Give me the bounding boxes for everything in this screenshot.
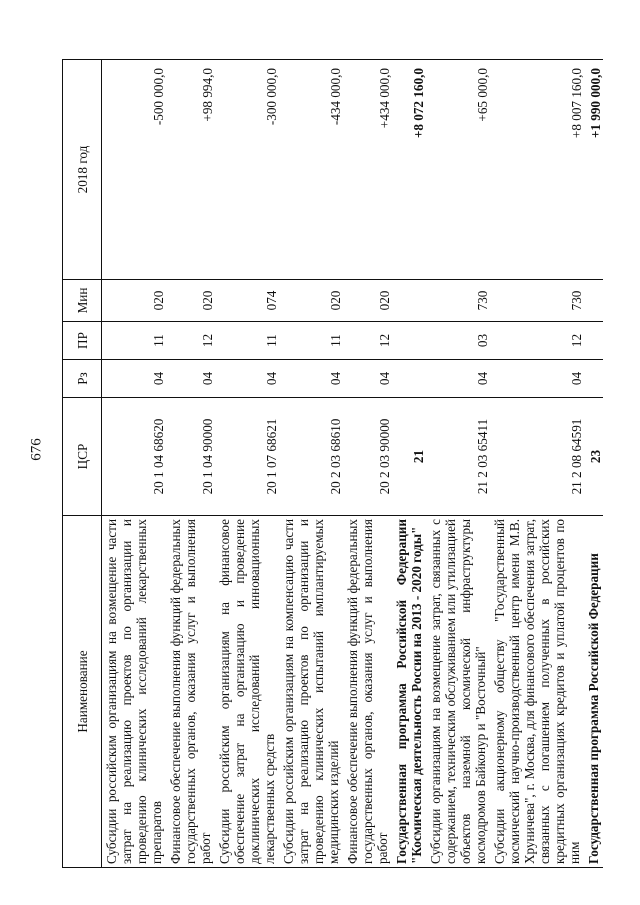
row-name: Государственная программа Российской Федерации "Космическая деятельность России на 2013 - 2020 годы" [392,516,426,868]
row-pr: 11 [102,322,167,360]
row-name: Финансовое обеспечение выполнения функций федеральных государственных органов, оказания услуг и выполнения работ [343,516,392,868]
table-row [584,60,603,868]
row-sum: -300 000,0 [215,60,279,280]
row-pr: 12 [166,322,215,360]
header-name: Наименование [63,516,102,868]
page-number: 676 [28,438,45,461]
row-pr: 03 [426,322,490,360]
row-name: Субсидии российским организациям на компенсацию части затрат на реализацию проектов по организации и проведению клинических испытаний имплантируемых медицинских изделий [279,516,343,868]
row-sum: +65 000,0 [426,60,490,280]
row-name: Субсидии организациям на возмещение затрат, связанных с содержанием, техническим обслуживанием или утилизацией объектов наземной космической инфраструктуры космодромов Байконур и "Восточный" [426,516,490,868]
row-rz: 04 [279,360,343,398]
row-min: 020 [166,280,215,322]
row-pr [392,322,426,360]
row-rz: 04 [490,360,584,398]
row-csr: 21 2 08 64591 [490,398,584,516]
row-min: 074 [215,280,279,322]
row-sum: -434 000,0 [279,60,343,280]
row-csr: 20 2 03 68610 [279,398,343,516]
row-sum: +1 990 000,0 [584,60,603,280]
table-row [166,60,215,868]
header-year: 2018 год [63,60,102,280]
row-min [392,280,426,322]
table-row [215,60,279,868]
row-rz [584,360,603,398]
row-pr: 11 [279,322,343,360]
header-csr: ЦСР [63,398,102,516]
row-sum: +8 072 160,0 [392,60,426,280]
table-row [426,60,490,868]
table-row [279,60,343,868]
budget-table [62,59,603,868]
row-sum: +98 994,0 [166,60,215,280]
row-min: 730 [490,280,584,322]
row-pr: 12 [343,322,392,360]
table-row [490,60,584,868]
row-csr: 23 [584,398,603,516]
row-min: 020 [343,280,392,322]
row-name: Субсидии акционерному обществу "Государственный космический научно-производственный центр имени М.В. Хруничева", г. Москва, для финансового обеспечения затрат, связанных с погашением полученных в российских кредитных организациях кредитов и уплатой процентов по ним [490,516,584,868]
row-rz: 04 [343,360,392,398]
row-name: Субсидии российским организациям на возмещение части затрат на реализацию проектов по организации и проведению клинических исследований лекарственных препаратов [102,516,167,868]
row-rz: 04 [426,360,490,398]
row-sum: +434 000,0 [343,60,392,280]
row-pr: 11 [215,322,279,360]
row-rz [392,360,426,398]
row-rz: 04 [102,360,167,398]
row-csr: 20 1 04 90000 [166,398,215,516]
header-min: Мин [63,280,102,322]
row-sum: -500 000,0 [102,60,167,280]
row-name: Государственная программа Российской Федерации [584,516,603,868]
row-csr: 21 2 03 65411 [426,398,490,516]
table-body [102,60,604,868]
row-sum: +8 007 160,0 [490,60,584,280]
row-min: 730 [426,280,490,322]
row-pr [584,322,603,360]
table-row [102,60,167,868]
table-row [343,60,392,868]
row-rz: 04 [166,360,215,398]
row-min: 020 [279,280,343,322]
row-rz: 04 [215,360,279,398]
table-header-row [63,60,102,868]
row-min: 020 [102,280,167,322]
row-name: Финансовое обеспечение выполнения функций федеральных государственных органов, оказания услуг и выполнения работ [166,516,215,868]
table-row [392,60,426,868]
row-min [584,280,603,322]
row-csr: 20 2 03 90000 [343,398,392,516]
header-pr: ПР [63,322,102,360]
row-csr: 20 1 07 68621 [215,398,279,516]
row-pr: 12 [490,322,584,360]
row-csr: 20 1 04 68620 [102,398,167,516]
row-csr: 21 [392,398,426,516]
rotated-page [62,60,603,868]
row-name: Субсидии российским организациям на финансовое обеспечение затрат на организацию и проведение доклинических исследований инновационных лекарственных средств [215,516,279,868]
header-rz: Рз [63,360,102,398]
